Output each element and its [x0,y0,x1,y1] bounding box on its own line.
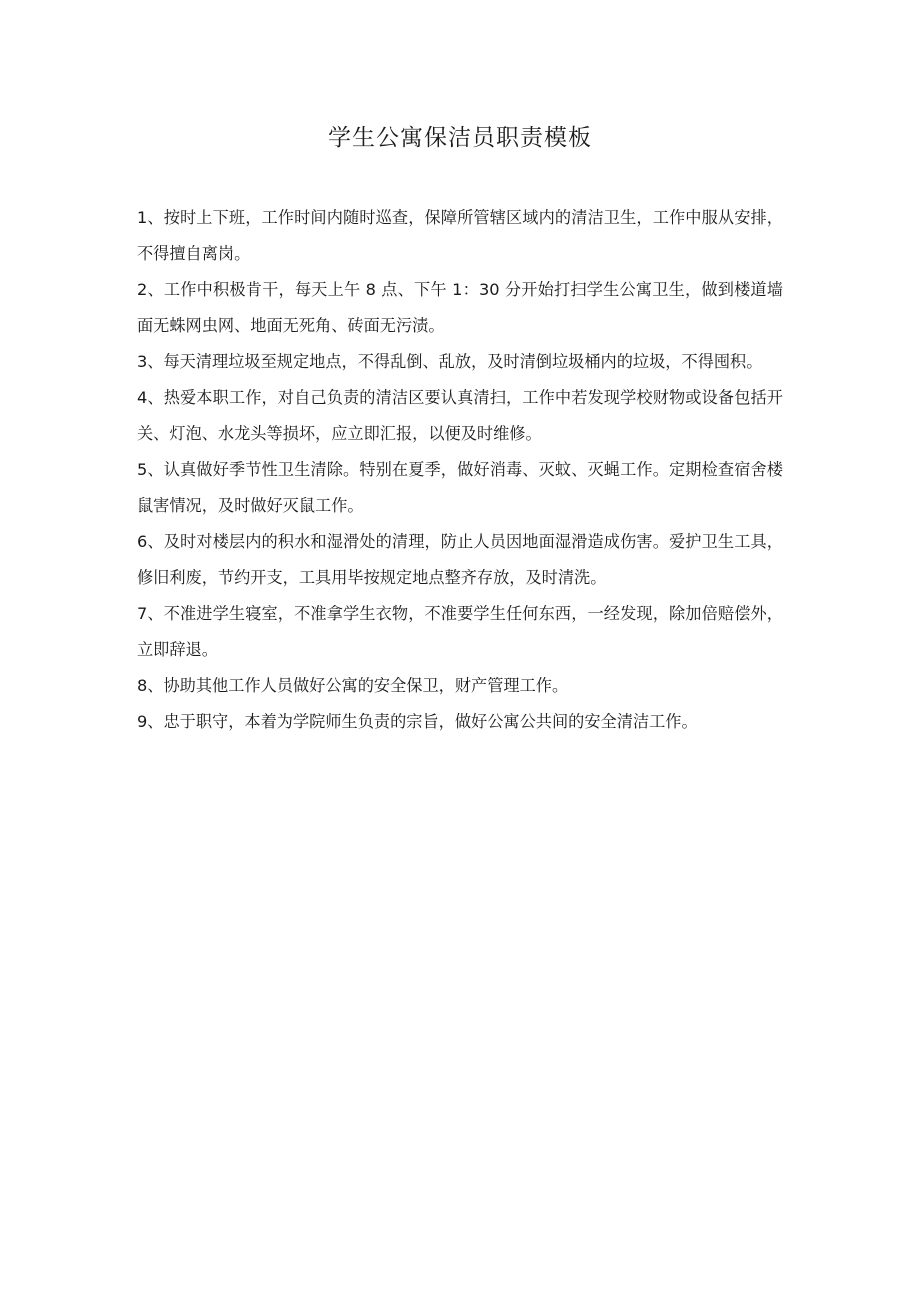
duty-item-3: 3、每天清理垃圾至规定地点，不得乱倒、乱放，及时清倒垃圾桶内的垃圾，不得囤积。 [137,352,763,371]
duty-item-6: 6、及时对楼层内的积水和湿滑处的清理，防止人员因地面湿滑造成伤害。爱护卫生工具，修旧利废，节约开支，工具用毕按规定地点整齐存放，及时清洗。 [137,532,783,587]
document-body [137,200,783,740]
duty-item-2: 2、工作中积极肯干，每天上午 8 点、下午 1：30 分开始打扫学生公寓卫生，做到楼道墙面无蛛网虫网、地面无死角、砖面无污渍。 [137,280,783,335]
duty-item-8: 8、协助其他工作人员做好公寓的安全保卫，财产管理工作。 [137,676,569,695]
duty-item-4: 4、热爱本职工作，对自己负责的清洁区要认真清扫，工作中若发现学校财物或设备包括开关、灯泡、水龙头等损坏，应立即汇报，以便及时维修。 [137,388,783,443]
duty-item-5: 5、认真做好季节性卫生清除。特别在夏季，做好消毒、灭蚊、灭蝇工作。定期检查宿舍楼鼠害情况，及时做好灭鼠工作。 [137,460,783,515]
duty-item-1: 1、按时上下班，工作时间内随时巡查，保障所管辖区域内的清洁卫生，工作中服从安排，不得擅自离岗。 [137,208,783,263]
duty-item-7: 7、不准进学生寝室，不准拿学生衣物，不准要学生任何东西，一经发现，除加倍赔偿外，立即辞退。 [137,604,783,659]
document-title: 学生公寓保洁员职责模板 [328,125,592,151]
duty-item-9: 9、忠于职守，本着为学院师生负责的宗旨，做好公寓公共间的安全清洁工作。 [137,712,698,731]
